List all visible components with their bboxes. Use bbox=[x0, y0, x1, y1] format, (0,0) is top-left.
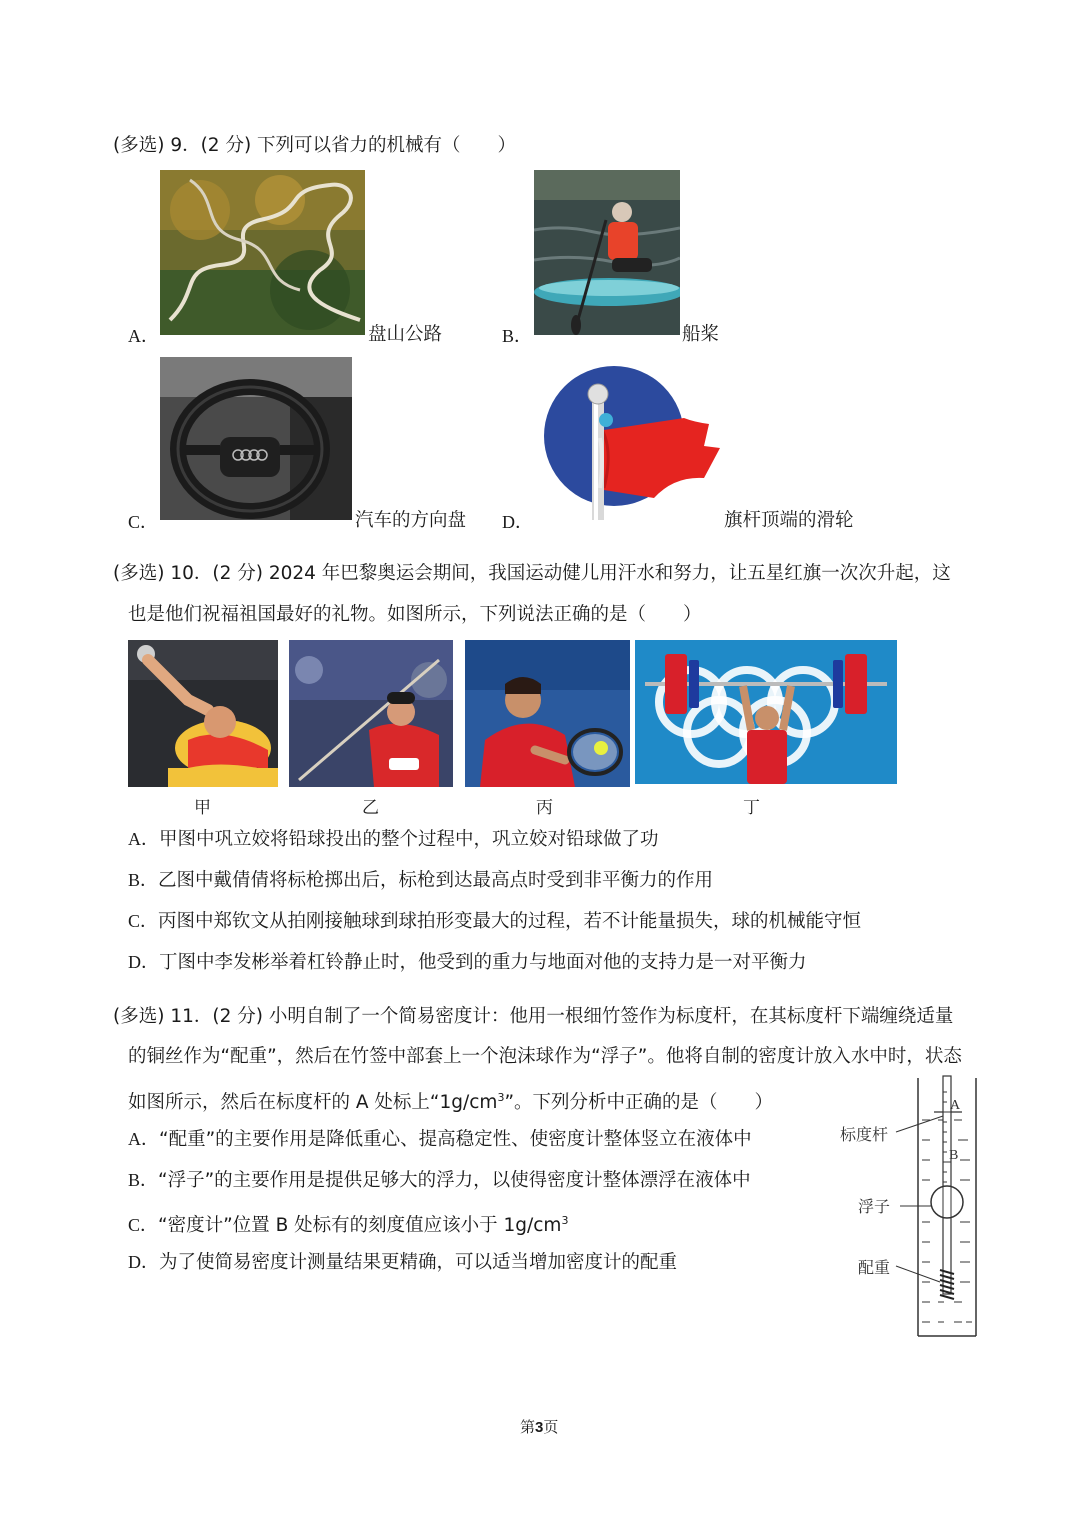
steering-wheel-photo bbox=[160, 357, 352, 520]
q10-option-c-text: 丙图中郑钦文从拍刚接触球到球拍形变最大的过程，若不计能量损失，球的机械能守恒 bbox=[158, 911, 862, 932]
q11-option-b-text: “浮子”的主要作用是提供足够大的浮力，以使得密度计整体漂浮在液体中 bbox=[158, 1170, 751, 1191]
q9-option-d-letter: D． bbox=[502, 512, 533, 532]
mark-b: B bbox=[949, 1148, 959, 1163]
q10-option-c bbox=[128, 908, 861, 935]
q9-option-c-letter: C． bbox=[128, 512, 159, 532]
q11-stem-line3-post: ”。下列分析中正确的是（ ） bbox=[504, 1092, 774, 1114]
label-counterweight: 配重 bbox=[858, 1260, 891, 1277]
page-number-value: 3 bbox=[535, 1419, 544, 1436]
q11-option-c-letter: C． bbox=[128, 1215, 159, 1236]
photo-label-yi: 乙 bbox=[362, 798, 379, 818]
q10-option-b bbox=[128, 867, 713, 894]
q11-option-c bbox=[128, 1208, 568, 1239]
flagpole-pulley-illustration bbox=[534, 358, 721, 520]
q11-option-d-letter: D． bbox=[128, 1252, 159, 1272]
label-scale-rod: 标度杆 bbox=[840, 1127, 889, 1144]
q10-option-a-letter: A． bbox=[128, 829, 159, 849]
q10-option-a-text: 甲图中巩立姣将铅球投出的整个过程中，巩立姣对铅球做了功 bbox=[159, 829, 659, 850]
q11-stem-line1: (多选) 11．(2 分) 小明自制了一个简易密度计：他用一根细竹签作为标度杆，在其标度杆下端缠绕适量 bbox=[113, 1006, 954, 1027]
q10-option-c-letter: C． bbox=[128, 911, 159, 931]
q11-option-c-sup: 3 bbox=[561, 1214, 569, 1227]
q9-option-a-letter: A． bbox=[128, 326, 159, 346]
q10-option-d bbox=[128, 949, 807, 976]
shot-put-photo bbox=[128, 640, 278, 787]
densimeter-diagram bbox=[830, 1072, 990, 1344]
q9-option-b-letter: B． bbox=[502, 326, 533, 346]
q11-option-a-text: “配重”的主要作用是降低重心、提高稳定性、使密度计整体竖立在液体中 bbox=[159, 1129, 752, 1150]
photo-label-ding: 丁 bbox=[743, 798, 760, 818]
page-number-suffix: 页 bbox=[543, 1420, 559, 1436]
q11-stem-line3-sup: 3 bbox=[497, 1091, 505, 1104]
q11-option-c-text: “密度计”位置 B 处标有的刻度值应该小于 1g/cm bbox=[158, 1215, 562, 1237]
q11-option-d-text: 为了使简易密度计测量结果更精确，可以适当增加密度计的配重 bbox=[159, 1252, 678, 1273]
q10-option-a bbox=[128, 826, 659, 853]
q9-option-a-caption: 盘山公路 bbox=[368, 324, 443, 345]
q11-option-d bbox=[128, 1249, 677, 1276]
tennis-photo bbox=[465, 640, 630, 787]
q11-option-a-letter: A． bbox=[128, 1129, 159, 1149]
q10-stem-line1: (多选) 10．(2 分) 2024 年巴黎奥运会期间，我国运动健儿用汗水和努力，让五星红旗一次次升起，这 bbox=[113, 563, 951, 584]
q11-stem-line3 bbox=[128, 1085, 773, 1116]
q11-stem-line2: 的铜丝作为“配重”，然后在竹签中部套上一个泡沫球作为“浮子”。他将自制的密度计放入水中时，状态 bbox=[128, 1046, 962, 1067]
label-float: 浮子 bbox=[858, 1199, 891, 1216]
javelin-photo bbox=[289, 640, 453, 787]
q9-option-c-caption: 汽车的方向盘 bbox=[355, 510, 467, 531]
q10-option-d-text: 丁图中李发彬举着杠铃静止时，他受到的重力与地面对他的支持力是一对平衡力 bbox=[159, 952, 807, 973]
q10-option-b-letter: B． bbox=[128, 870, 159, 890]
page-number-prefix: 第 bbox=[520, 1420, 536, 1436]
q11-option-a bbox=[128, 1126, 752, 1153]
q11-option-b bbox=[128, 1167, 751, 1194]
weightlifting-photo bbox=[635, 640, 897, 784]
mark-a: A bbox=[950, 1098, 961, 1113]
page-number bbox=[520, 1416, 558, 1437]
paddle-board-photo bbox=[534, 170, 680, 335]
photo-label-jia: 甲 bbox=[194, 798, 211, 818]
densimeter-diagram-svg bbox=[830, 1072, 990, 1344]
q9-option-b-caption: 船桨 bbox=[682, 324, 720, 345]
q11-option-b-letter: B． bbox=[128, 1170, 159, 1190]
winding-mountain-road-photo bbox=[160, 170, 365, 335]
photo-label-bing: 丙 bbox=[536, 798, 553, 818]
q10-stem-line2: 也是他们祝福祖国最好的礼物。如图所示，下列说法正确的是（ ） bbox=[128, 604, 702, 625]
q10-option-b-text: 乙图中戴倩倩将标枪掷出后，标枪到达最高点时受到非平衡力的作用 bbox=[158, 870, 714, 891]
q11-stem-line3-pre: 如图所示，然后在标度杆的 A 处标上“1g/cm bbox=[128, 1092, 498, 1114]
q9-option-d-caption: 旗杆顶端的滑轮 bbox=[724, 510, 854, 531]
q9-stem: (多选) 9．(2 分) 下列可以省力的机械有（ ） bbox=[113, 135, 517, 156]
q10-option-d-letter: D． bbox=[128, 952, 159, 972]
